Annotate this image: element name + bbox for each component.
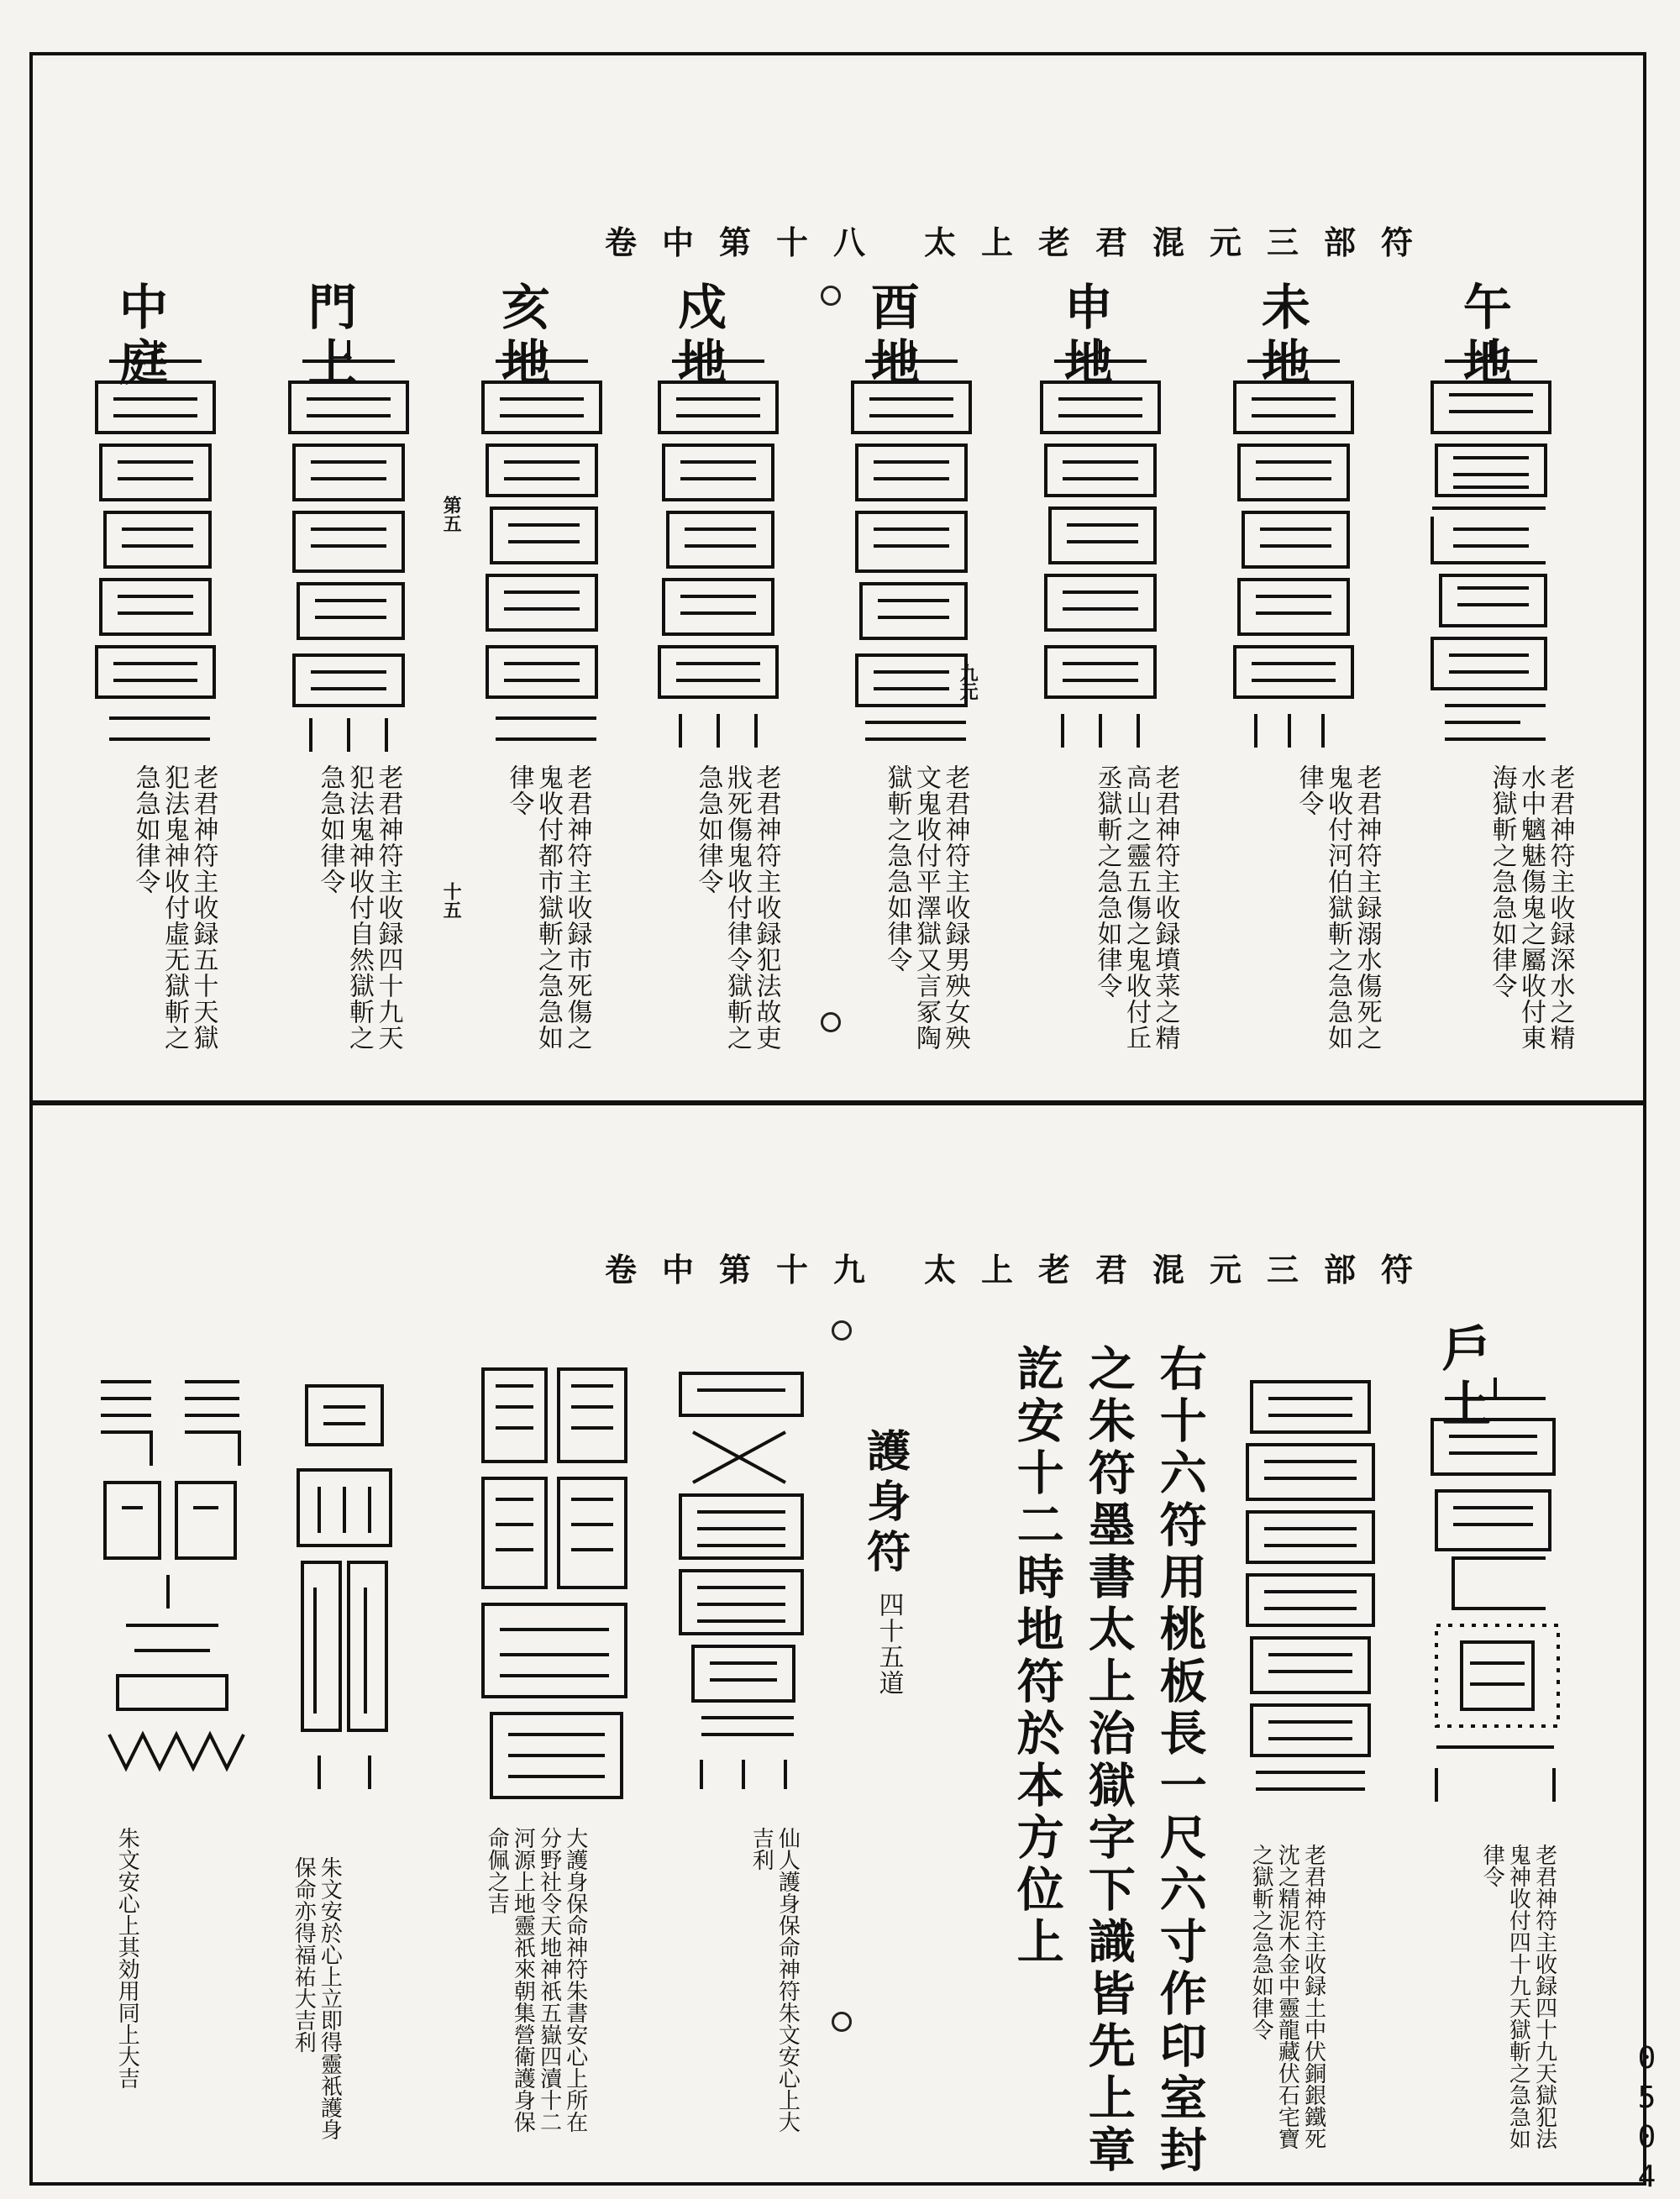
charm-3 [281, 1378, 407, 1798]
note-shi-wu: 十五 [440, 882, 463, 919]
section-count: 四十五道 [874, 1592, 904, 1696]
binding-hole [832, 1320, 852, 1341]
upper-header-volume: 卷中第十八 [605, 223, 891, 261]
label-wei-di: 未地 [1252, 281, 1310, 392]
page-number: 0504 [1630, 2041, 1664, 2199]
text-charm-3: 朱文安於心上立即得靈衹護身保命亦得福祐大吉利 [291, 1856, 343, 2140]
talisman-seal-3 [1029, 336, 1172, 756]
note-di-wu: 第五 [440, 496, 463, 533]
text-door: 老君神符主收録四十九天獄犯法鬼神收付四十九天獄斬之急急如律令 [1479, 1844, 1557, 2149]
talisman-seal-1 [1420, 336, 1562, 756]
text-charm-1: 仙人護身保命神符朱文安心上大吉利 [748, 1827, 801, 2133]
charm-2 [475, 1361, 634, 1819]
inscription-line-3: 訖安十二時地符於本方位上 [1009, 1344, 1065, 1969]
inscription-line-1: 右十六符用桃板長一尺六寸作印室封 [1152, 1344, 1208, 2177]
label-hai-di: 亥地 [492, 281, 550, 392]
label-men-shang: 門上 [299, 281, 357, 392]
note-jiu-yuan: 九元 [957, 664, 979, 701]
upper-header-title: 太上老君混元三部符 [924, 223, 1439, 261]
talisman-earth [1235, 1373, 1386, 1810]
lower-header [605, 1241, 1438, 1292]
talisman-seal-2 [1222, 336, 1365, 756]
binding-hole [821, 1012, 841, 1032]
section-title: 護身符 [858, 1428, 911, 1579]
lower-header-title: 太上老君混元三部符 [924, 1250, 1439, 1288]
label-hu-shang: 戶上 [1433, 1323, 1491, 1434]
page-frame [29, 52, 1646, 2186]
label-you-di: 酉地 [862, 281, 920, 392]
text-charm-4: 朱文安心上其効用同上大吉 [114, 1827, 140, 2089]
charm-4 [92, 1373, 252, 1802]
text-you-di: 老君神符主收録男殃女殃文鬼收付平澤獄又言冢陶獄斬之急急如律令 [882, 764, 970, 1051]
text-charm-2: 大護身保命神符朱書安心上所在分野社令天地神祇五嶽四瀆十二河源上地靈祇來朝集營衛護身保命佩之吉 [484, 1827, 588, 2133]
label-xu-di: 戍地 [669, 281, 727, 392]
label-shen-di: 申地 [1055, 281, 1113, 392]
lower-header-volume: 卷中第十九 [605, 1250, 891, 1288]
inscription-line-2: 之朱符墨書太上治獄字下識皆先上章 [1080, 1344, 1137, 2177]
talisman-door [1420, 1373, 1571, 1819]
label-wu-di: 午地 [1454, 281, 1512, 392]
text-xu-di: 老君神符主收録犯法故吏戕死傷鬼收付律令獄斬之急急如律令 [693, 764, 781, 1051]
talisman-seal-7 [277, 336, 420, 756]
text-wu-di: 老君神符主收録深水之精水中魑魅傷鬼之屬收付東海獄斬之急急如律令 [1487, 764, 1575, 1051]
text-zhong-ting: 老君神符主收録五十天獄犯法鬼神收付虛无獄斬之急急如律令 [130, 764, 218, 1051]
talisman-seal-5 [647, 336, 790, 756]
text-earth: 老君神符主收録土中伏銅銀鐵死沈之精泥木金中靈龍藏伏石宅寶之獄斬之急急如律令 [1248, 1844, 1326, 2149]
charm-1 [668, 1365, 811, 1802]
binding-hole [832, 2012, 852, 2032]
text-wei-di: 老君神符主録溺水傷死之鬼收付河伯獄斬之急急如律令 [1294, 764, 1382, 1051]
text-shen-di: 老君神符主收録墳菜之精高山之靈五傷之鬼收付丘丞獄斬之急急如律令 [1092, 764, 1180, 1051]
upper-header [605, 214, 1438, 265]
text-hai-di: 老君神符主收録市死傷之鬼收付都市獄斬之急急如律令 [504, 764, 592, 1051]
binding-hole [821, 286, 841, 306]
text-men-shang: 老君神符主收録四十九天犯法鬼神收付自然獄斬之急急如律令 [315, 764, 403, 1051]
talisman-seal-8 [84, 336, 227, 756]
label-zhong-ting: 中庭 [110, 281, 168, 392]
talisman-seal-6 [470, 336, 613, 756]
page-divider [29, 1100, 1646, 1105]
